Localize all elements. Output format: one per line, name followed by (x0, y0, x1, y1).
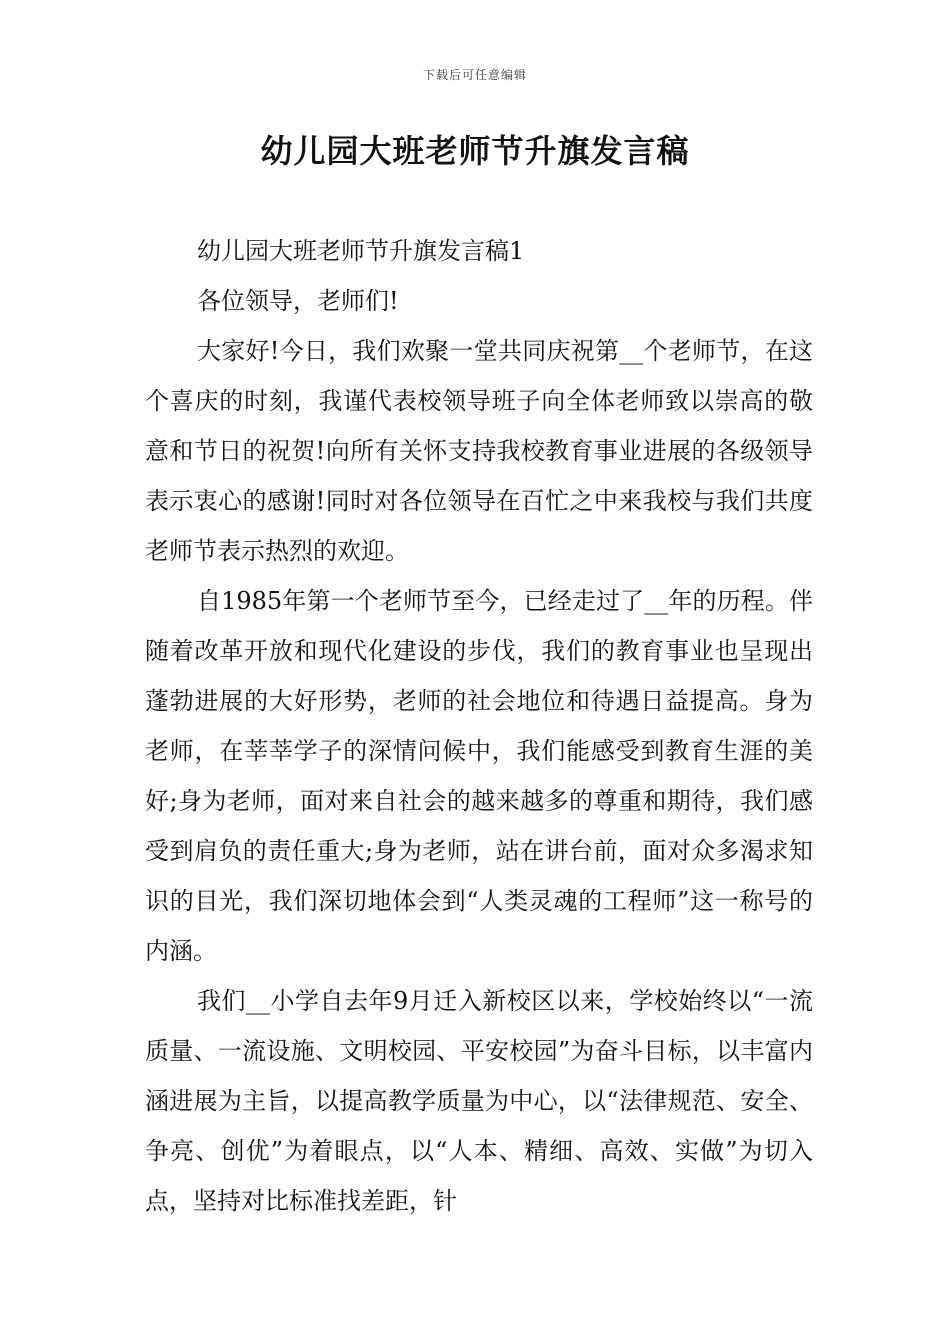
document-title: 幼儿园大班老师节升旗发言稿 (260, 132, 690, 170)
paragraph-school: 我们__小学自去年9月迁入新校区以来，学校始终以“一流质量、一流设施、文明校园、平安校园”为奋斗目标，以丰富内涵进展为主旨，以提高教学质量为中心，以“法律规范、安全、争亮、创优”为着眼点，以“人本、精细、高效、实做”为切入点，坚持对比标准找差距，针 (145, 987, 813, 1215)
paragraph-opening: 大家好!今日，我们欢聚一堂共同庆祝第__个老师节，在这个喜庆的时刻，我谨代表校领导班子向全体老师致以崇高的敬意和节日的祝贺!向所有关怀支持我校教育事业进展的各级领导表示衷心的感谢!同时对各位领导在百忙之中来我校与我们共度老师节表示热烈的欢迎。 (145, 337, 813, 565)
document-body (145, 226, 813, 1226)
paragraph-greeting: 各位领导，老师们! (197, 287, 399, 315)
paragraph-history: 自1985年第一个老师节至今，已经走过了__年的历程。伴随着改革开放和现代化建设的步伐，我们的教育事业也呈现出蓬勃进展的大好形势，老师的社会地位和待遇日益提高。身为老师，在莘莘学子的深情问候中，我们能感受到教育生涯的美好;身为老师，面对来自社会的越来越多的尊重和期待，我们感受到肩负的责任重大;身为老师，站在讲台前，面对众多渴求知识的目光，我们深切地体会到“人类灵魂的工程师”这一称号的内涵。 (145, 587, 813, 965)
paragraph-subtitle: 幼儿园大班老师节升旗发言稿1 (197, 237, 525, 265)
header-note: 下载后可任意编辑 (422, 68, 527, 82)
